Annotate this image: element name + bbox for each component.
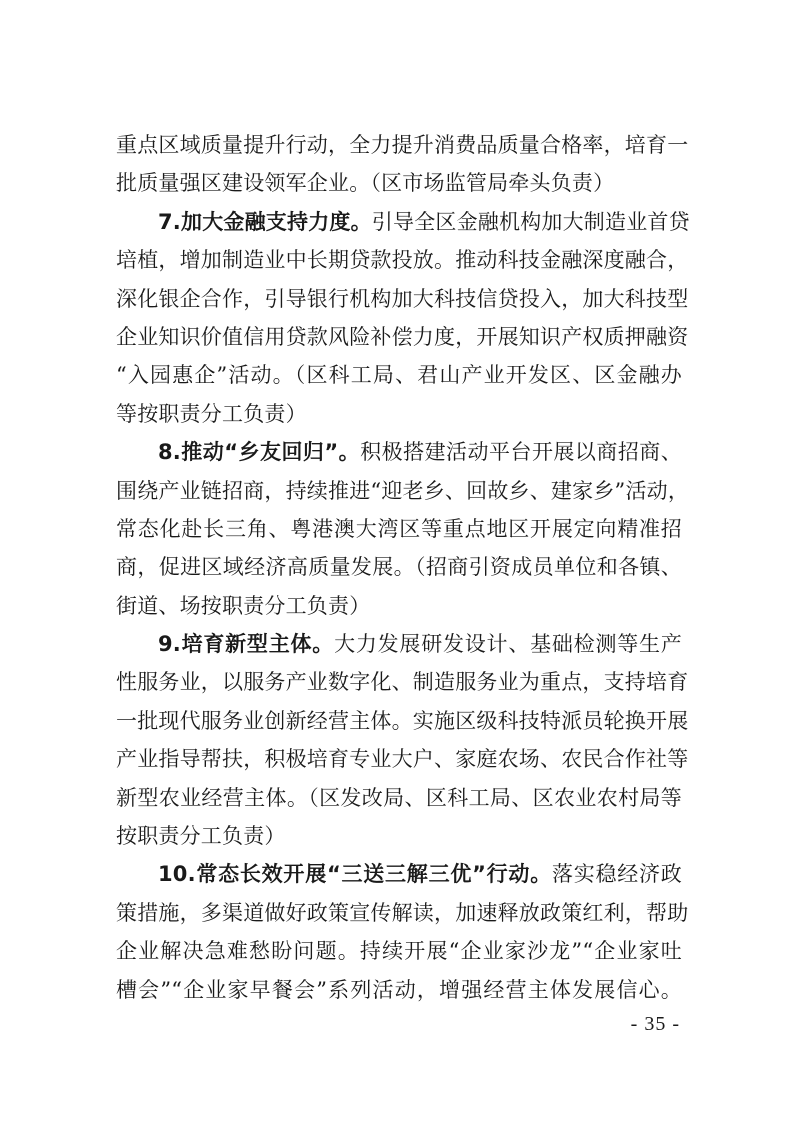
paragraph-line: 培植，增加制造业中长期贷款投放。推动科技金融深度融合， (116, 248, 689, 273)
paragraph-line: 围绕产业链招商，持续推进“迎老乡、回故乡、建家乡”活动， (116, 478, 690, 503)
paragraph-text: 积极搭建活动平台开展以商招商、 (360, 440, 682, 465)
page-number: - 35 - (630, 1013, 680, 1035)
paragraph-line (116, 855, 682, 893)
paragraph-line: 常态化赴长三角、粤港澳大湾区等重点地区开展定向精准招 (116, 516, 682, 541)
paragraph-text: 落实稳经济政 (551, 862, 682, 887)
paragraph-text: 引导全区金融机构加大制造业首贷 (371, 209, 690, 234)
paragraph-line: 按职责分工负责） (116, 824, 286, 849)
paragraph-line: 产业指导帮扶，积极培育专业大户、家庭农场、农民合作社等 (116, 747, 689, 772)
paragraph-line: 槽会”“企业家早餐会”系列活动，增强经营主体发展信心。 (116, 977, 682, 1002)
paragraph-line: 新型农业经营主体。（区发改局、区科工局、区农业农村局等 (116, 785, 682, 810)
paragraph-line: 商，促进区域经济高质量发展。（招商引资成员单位和各镇、 (116, 555, 682, 580)
paragraph-line (116, 203, 690, 241)
paragraph-line: 企业解决急难愁盼问题。持续开展“企业家沙龙”“企业家吐 (116, 939, 682, 964)
document-body (116, 126, 690, 1009)
paragraph-line: 批质量强区建设领军企业。（区市场监管局牵头负责） (116, 171, 615, 196)
paragraph-line: 性服务业，以服务产业数字化、制造服务业为重点，支持培育 (116, 670, 689, 695)
paragraph-line: 企业知识价值信用贷款风险补偿力度，开展知识产权质押融资 (116, 324, 689, 349)
paragraph-line: 等按职责分工负责） (116, 401, 307, 426)
paragraph-line (116, 625, 682, 663)
paragraph-text: 大力发展研发设计、基础检测等生产 (334, 632, 683, 657)
paragraph-line: 重点区域质量提升行动，全力提升消费品质量合格率，培育一 (116, 133, 689, 157)
section-heading: 9.培育新型主体。 (158, 632, 335, 657)
paragraph-line: “入园惠企”活动。（区科工局、君山产业开发区、区金融办 (116, 363, 682, 388)
paragraph-line: 街道、场按职责分工负责） (116, 593, 371, 618)
paragraph-line: 深化银企合作，引导银行机构加大科技信贷投入，加大科技型 (116, 286, 689, 311)
section-heading: 7.加大金融支持力度。 (158, 209, 372, 234)
section-heading: 8.推动“乡友回归”。 (158, 440, 361, 465)
paragraph-line: 一批现代服务业创新经营主体。实施区级科技特派员轮换开展 (116, 708, 689, 733)
paragraph-line: 策措施，多渠道做好政策宣传解读，加速释放政策红利，帮助 (116, 900, 689, 925)
paragraph-line (116, 433, 682, 471)
section-heading: 10.常态长效开展“三送三解三优”行动。 (158, 862, 552, 887)
